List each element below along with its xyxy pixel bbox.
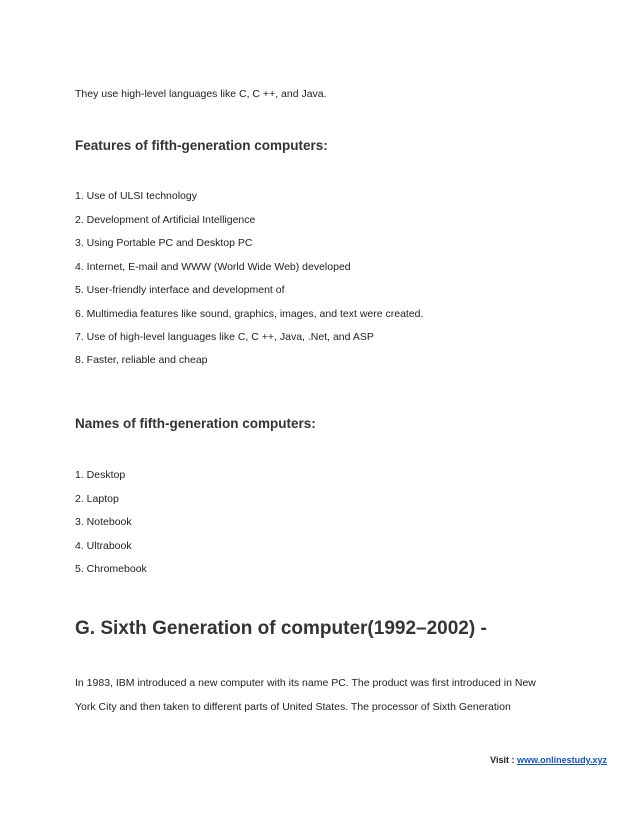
features-item: 4. Internet, E-mail and WWW (World Wide Web) developed xyxy=(75,261,351,273)
features-item: 6. Multimedia features like sound, graphics, images, and text were created. xyxy=(75,308,424,320)
footer-website-link[interactable]: www.onlinestudy.xyz xyxy=(516,755,607,765)
sixth-paragraph-line: York City and then taken to different parts of United States. The processor of Sixth Generation xyxy=(75,701,511,713)
names-heading: Names of fifth-generation computers: xyxy=(75,416,316,431)
intro-line: They use high-level languages like C, C ++, and Java. xyxy=(75,88,327,100)
features-item: 8. Faster, reliable and cheap xyxy=(75,354,208,366)
features-item: 5. User-friendly interface and development of xyxy=(75,284,285,296)
features-item: 3. Using Portable PC and Desktop PC xyxy=(75,237,253,249)
names-item: 3. Notebook xyxy=(75,516,132,528)
sixth-paragraph-line: In 1983, IBM introduced a new computer with its name PC. The product was first introduced in New xyxy=(75,677,536,689)
features-item: 7. Use of high-level languages like C, C ++, Java, .Net, and ASP xyxy=(75,331,374,343)
footer-visit-label: Visit : xyxy=(490,755,517,765)
features-heading: Features of fifth-generation computers: xyxy=(75,138,328,153)
features-item: 1. Use of ULSI technology xyxy=(75,190,197,202)
names-item: 1. Desktop xyxy=(75,469,126,481)
names-item: 4. Ultrabook xyxy=(75,540,132,552)
footer-visit xyxy=(490,755,607,765)
names-item: 5. Chromebook xyxy=(75,563,147,575)
names-item: 2. Laptop xyxy=(75,493,119,505)
sixth-generation-heading: G. Sixth Generation of computer(1992–2002) - xyxy=(75,618,487,639)
features-item: 2. Development of Artificial Intelligence xyxy=(75,214,256,226)
